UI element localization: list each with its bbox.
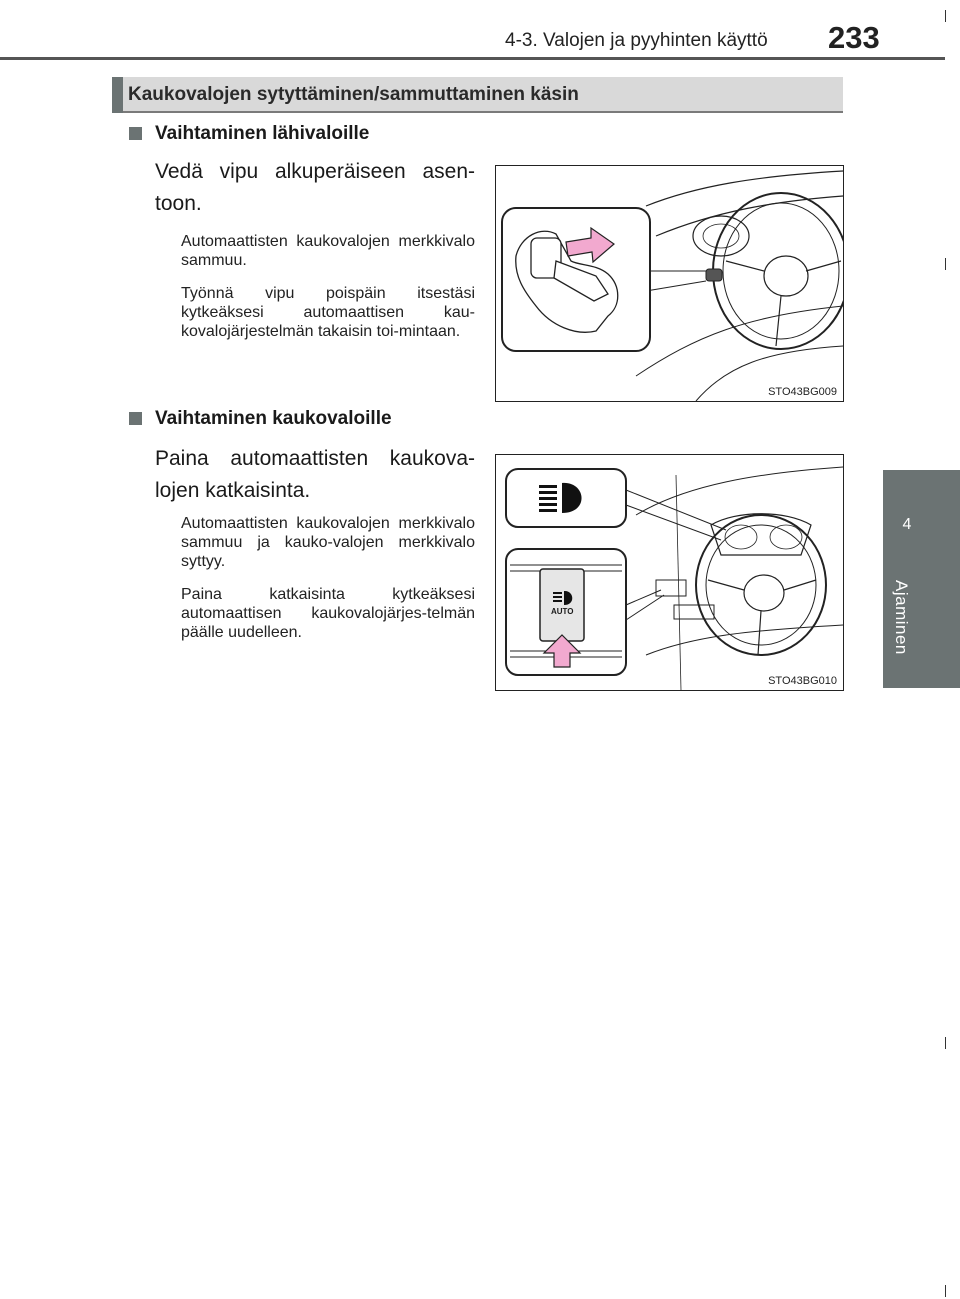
instruction-line: Paina automaattisten kaukova-: [155, 447, 475, 470]
switch-illustration: [496, 455, 843, 690]
instruction-line: Vedä vipu alkuperäiseen asen-: [155, 160, 475, 183]
page-number: 233: [828, 20, 880, 55]
note-low-beam-1: Automaattisten kaukovalojen merkkivalo sammuu.: [181, 233, 475, 269]
note-low-beam-2: Työnnä vipu poispäin itsestäsi kytkeäksesi automaattisen kau-kovalojärjestelmän takaisin toi-mintaan.: [181, 285, 475, 340]
figure-code: STO43BG010: [768, 675, 837, 687]
lever-illustration: [496, 166, 843, 401]
switch-label: AUTO: [551, 607, 574, 616]
section-bar-accent: [112, 77, 123, 113]
figure-code: STO43BG009: [768, 386, 837, 398]
crop-mark: [945, 1037, 946, 1049]
instruction-line: toon.: [155, 192, 202, 215]
note-high-beam-1: Automaattisten kaukovalojen merkkivalo sammuu ja kauko-valojen merkkivalo syttyy.: [181, 515, 475, 570]
chapter-label: Ajaminen: [892, 580, 911, 655]
crop-mark: [945, 258, 946, 270]
chapter-number: 4: [902, 516, 912, 533]
figure-auto-switch: [495, 454, 844, 691]
section-title: Kaukovalojen sytyttäminen/sammuttaminen käsin: [128, 84, 579, 105]
running-header: 4-3. Valojen ja pyyhinten käyttö: [505, 30, 768, 51]
figure-lever-pull: [495, 165, 844, 402]
bullet-square-icon: [129, 127, 142, 140]
subheading-high-beam: Vaihtaminen kaukovaloille: [155, 408, 392, 429]
bullet-square-icon: [129, 412, 142, 425]
crop-mark: [945, 10, 946, 22]
chapter-tab: [883, 470, 960, 688]
instruction-low-beam: [155, 156, 475, 220]
instruction-line: lojen katkaisinta.: [155, 479, 311, 502]
crop-mark: [945, 1285, 946, 1297]
subheading-low-beam: Vaihtaminen lähivaloille: [155, 123, 370, 144]
note-high-beam-2: Paina katkaisinta kytkeäksesi automaattisen kaukovalojärjes-telmän päälle uudelleen.: [181, 586, 475, 641]
header-rule: [0, 57, 945, 60]
instruction-high-beam: [155, 443, 475, 507]
